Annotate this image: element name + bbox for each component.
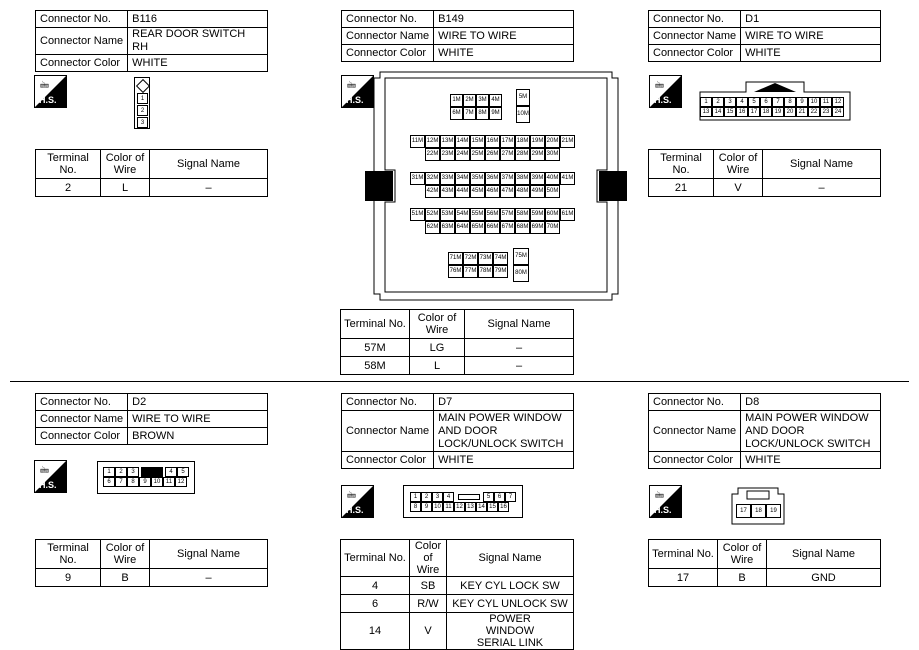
pin-31M: 31M bbox=[410, 172, 425, 185]
pin-10: 10 bbox=[432, 502, 443, 512]
connector-no-value: D7 bbox=[434, 394, 574, 411]
hs-icon bbox=[649, 75, 682, 108]
pin-15: 15 bbox=[487, 502, 498, 512]
pin-34M: 34M bbox=[455, 172, 470, 185]
connector-name-value: REAR DOOR SWITCH RH bbox=[128, 28, 268, 55]
pin-66M: 66M bbox=[485, 221, 500, 234]
pin-5: 5 bbox=[483, 492, 494, 502]
pin-37M: 37M bbox=[500, 172, 515, 185]
hs-icon bbox=[341, 485, 374, 518]
pin-4: 4 bbox=[736, 97, 748, 107]
signal-name: GND bbox=[767, 569, 881, 587]
pin-14: 14 bbox=[476, 502, 487, 512]
pin-47M: 47M bbox=[500, 185, 515, 198]
connector-no-label: Connector No. bbox=[649, 394, 741, 411]
connector-color-label: Connector Color bbox=[342, 452, 434, 469]
pin-22: 22 bbox=[808, 107, 820, 117]
connector-no-value: B149 bbox=[434, 11, 574, 28]
pin-9: 9 bbox=[796, 97, 808, 107]
pin-80M: 80M bbox=[513, 265, 529, 282]
pin-7: 7 bbox=[505, 492, 516, 502]
pin-19: 19 bbox=[766, 504, 781, 518]
wire-color: B bbox=[718, 569, 767, 587]
pin-67M: 67M bbox=[500, 221, 515, 234]
connector-color-label: Connector Color bbox=[649, 45, 741, 62]
pin-8: 8 bbox=[410, 502, 421, 512]
connector-color-value: WHITE bbox=[434, 452, 574, 469]
key-icon bbox=[136, 79, 150, 93]
pin-1: 1 bbox=[103, 467, 115, 477]
pin-22M: 22M bbox=[425, 148, 440, 161]
pin-6: 6 bbox=[103, 477, 115, 487]
pin-69M: 69M bbox=[530, 221, 545, 234]
pin-12: 12 bbox=[454, 502, 465, 512]
wire-color: R/W bbox=[410, 595, 447, 613]
terminal-no: 9 bbox=[36, 569, 101, 587]
hs-label: H.S. bbox=[654, 95, 672, 105]
pin-7: 7 bbox=[772, 97, 784, 107]
signal-name: KEY CYL UNLOCK SW bbox=[447, 595, 574, 613]
pin-62M: 62M bbox=[425, 221, 440, 234]
signal-name-header: Signal Name bbox=[767, 540, 881, 569]
terminal-no-header: Terminal No. bbox=[341, 540, 410, 577]
hs-label: H.S. bbox=[39, 480, 57, 490]
pin-61M: 61M bbox=[560, 208, 575, 221]
pin-6: 6 bbox=[760, 97, 772, 107]
connector-info-b149 bbox=[341, 10, 574, 62]
pin-1: 1 bbox=[410, 492, 421, 502]
connector-color-label: Connector Color bbox=[342, 45, 434, 62]
svg-text:🖮: 🖮 bbox=[347, 81, 357, 91]
pin-1M: 1M bbox=[450, 94, 463, 107]
svg-text:🖮: 🖮 bbox=[655, 491, 665, 501]
pin-49M: 49M bbox=[530, 185, 545, 198]
pin-13: 13 bbox=[700, 107, 712, 117]
key-slot bbox=[458, 494, 480, 500]
pin-8M: 8M bbox=[476, 107, 489, 120]
terminal-no-header: Terminal No. bbox=[341, 310, 410, 339]
pin-24M: 24M bbox=[455, 148, 470, 161]
signal-name: KEY CYL LOCK SW bbox=[447, 577, 574, 595]
pin-21M: 21M bbox=[560, 135, 575, 148]
signal-name: – bbox=[465, 339, 574, 357]
pin-25M: 25M bbox=[470, 148, 485, 161]
pin-29M: 29M bbox=[530, 148, 545, 161]
connector-name-label: Connector Name bbox=[649, 411, 741, 452]
pin-18M: 18M bbox=[515, 135, 530, 148]
pin-38M: 38M bbox=[515, 172, 530, 185]
pin-17: 17 bbox=[748, 107, 760, 117]
pin-41M: 41M bbox=[560, 172, 575, 185]
pin-11: 11 bbox=[820, 97, 832, 107]
pin-12M: 12M bbox=[425, 135, 440, 148]
hs-icon bbox=[34, 460, 67, 493]
signal-name-header: Signal Name bbox=[150, 150, 268, 179]
pin-45M: 45M bbox=[470, 185, 485, 198]
pin-16: 16 bbox=[498, 502, 509, 512]
pin-5M: 5M bbox=[516, 89, 530, 106]
wire-color-header: Color of Wire bbox=[410, 540, 447, 577]
connector-color-value: BROWN bbox=[128, 428, 268, 445]
connector-name-label: Connector Name bbox=[342, 28, 434, 45]
terminal-table-b116 bbox=[35, 149, 268, 197]
connector-no-label: Connector No. bbox=[36, 11, 128, 28]
svg-text:🖮: 🖮 bbox=[655, 81, 665, 91]
connector-color-label: Connector Color bbox=[36, 55, 128, 72]
hs-label: H.S. bbox=[346, 505, 364, 515]
terminal-no: 17 bbox=[649, 569, 718, 587]
signal-name: – bbox=[465, 357, 574, 375]
pin-17M: 17M bbox=[500, 135, 515, 148]
connector-name-value: MAIN POWER WINDOW AND DOOR LOCK/UNLOCK SWITCH bbox=[741, 411, 881, 452]
pin-11: 11 bbox=[163, 477, 175, 487]
signal-name-header: Signal Name bbox=[763, 150, 881, 179]
connector-no-label: Connector No. bbox=[342, 11, 434, 28]
terminal-no: 58M bbox=[341, 357, 410, 375]
connector-name-value: WIRE TO WIRE bbox=[434, 28, 574, 45]
pin-9: 9 bbox=[421, 502, 432, 512]
pin-76M: 76M bbox=[448, 265, 463, 278]
connector-name-value: WIRE TO WIRE bbox=[741, 28, 881, 45]
svg-text:🖮: 🖮 bbox=[40, 81, 50, 91]
pin-15M: 15M bbox=[470, 135, 485, 148]
pin-65M: 65M bbox=[470, 221, 485, 234]
pin-2: 2 bbox=[137, 105, 148, 116]
signal-name: – bbox=[763, 179, 881, 197]
pin-40M: 40M bbox=[545, 172, 560, 185]
pin-3M: 3M bbox=[476, 94, 489, 107]
pin-56M: 56M bbox=[485, 208, 500, 221]
wire-color-header: Color of Wire bbox=[410, 310, 465, 339]
pin-23M: 23M bbox=[440, 148, 455, 161]
terminal-no-header: Terminal No. bbox=[36, 150, 101, 179]
hs-label: H.S. bbox=[654, 505, 672, 515]
pin-4: 4 bbox=[165, 467, 177, 477]
pin-23: 23 bbox=[820, 107, 832, 117]
key-block bbox=[141, 467, 163, 477]
pin-74M: 74M bbox=[493, 252, 508, 265]
signal-name: – bbox=[150, 179, 268, 197]
wire-color: SB bbox=[410, 577, 447, 595]
terminal-no: 6 bbox=[341, 595, 410, 613]
connector-name-value: WIRE TO WIRE bbox=[128, 411, 268, 428]
pin-15: 15 bbox=[724, 107, 736, 117]
pin-30M: 30M bbox=[545, 148, 560, 161]
pin-54M: 54M bbox=[455, 208, 470, 221]
pin-1: 1 bbox=[137, 93, 148, 104]
pin-27M: 27M bbox=[500, 148, 515, 161]
pin-64M: 64M bbox=[455, 221, 470, 234]
pin-63M: 63M bbox=[440, 221, 455, 234]
hs-label: H.S. bbox=[346, 95, 364, 105]
pin-2: 2 bbox=[421, 492, 432, 502]
terminal-no: 57M bbox=[341, 339, 410, 357]
pin-10M: 10M bbox=[516, 106, 530, 123]
connector-face-b116 bbox=[134, 77, 150, 129]
pin-6: 6 bbox=[494, 492, 505, 502]
svg-text:🖮: 🖮 bbox=[347, 491, 357, 501]
connector-no-label: Connector No. bbox=[649, 11, 741, 28]
connector-color-label: Connector Color bbox=[649, 452, 741, 469]
pin-75M: 75M bbox=[513, 248, 529, 265]
pin-13: 13 bbox=[465, 502, 476, 512]
terminal-table-b149 bbox=[340, 309, 574, 375]
pin-7M: 7M bbox=[463, 107, 476, 120]
pin-58M: 58M bbox=[515, 208, 530, 221]
connector-color-value: WHITE bbox=[434, 45, 574, 62]
pin-3: 3 bbox=[724, 97, 736, 107]
pin-24: 24 bbox=[832, 107, 844, 117]
pin-79M: 79M bbox=[493, 265, 508, 278]
pin-20: 20 bbox=[784, 107, 796, 117]
pin-8: 8 bbox=[784, 97, 796, 107]
hs-icon bbox=[34, 75, 67, 108]
pin-32M: 32M bbox=[425, 172, 440, 185]
pin-33M: 33M bbox=[440, 172, 455, 185]
terminal-no-header: Terminal No. bbox=[649, 150, 714, 179]
pin-36M: 36M bbox=[485, 172, 500, 185]
terminal-table-d7 bbox=[340, 539, 574, 650]
connector-color-value: WHITE bbox=[128, 55, 268, 72]
pin-10: 10 bbox=[808, 97, 820, 107]
pin-10: 10 bbox=[151, 477, 163, 487]
pin-6M: 6M bbox=[450, 107, 463, 120]
wire-color: V bbox=[410, 613, 447, 650]
terminal-table-d1 bbox=[648, 149, 881, 197]
wire-color: V bbox=[714, 179, 763, 197]
pin-11: 11 bbox=[443, 502, 454, 512]
pin-48M: 48M bbox=[515, 185, 530, 198]
pin-18: 18 bbox=[760, 107, 772, 117]
pin-44M: 44M bbox=[455, 185, 470, 198]
connector-color-value: WHITE bbox=[741, 45, 881, 62]
connector-info-d1 bbox=[648, 10, 881, 62]
pin-3: 3 bbox=[137, 117, 148, 128]
pin-12: 12 bbox=[175, 477, 187, 487]
wire-color: L bbox=[410, 357, 465, 375]
pin-4M: 4M bbox=[489, 94, 502, 107]
pin-19: 19 bbox=[772, 107, 784, 117]
hs-icon bbox=[649, 485, 682, 518]
wire-color-header: Color of Wire bbox=[718, 540, 767, 569]
pin-59M: 59M bbox=[530, 208, 545, 221]
pin-16: 16 bbox=[736, 107, 748, 117]
terminal-no: 2 bbox=[36, 179, 101, 197]
wire-color-header: Color of Wire bbox=[714, 150, 763, 179]
connector-info-d2 bbox=[35, 393, 268, 445]
pin-16M: 16M bbox=[485, 135, 500, 148]
pin-2: 2 bbox=[115, 467, 127, 477]
terminal-no: 4 bbox=[341, 577, 410, 595]
connector-name-label: Connector Name bbox=[36, 411, 128, 428]
pin-55M: 55M bbox=[470, 208, 485, 221]
wire-color: B bbox=[101, 569, 150, 587]
pin-52M: 52M bbox=[425, 208, 440, 221]
signal-name: POWER WINDOW SERIAL LINK bbox=[447, 613, 574, 650]
pin-71M: 71M bbox=[448, 252, 463, 265]
connector-info-d8 bbox=[648, 393, 881, 469]
wire-color-header: Color of Wire bbox=[101, 540, 150, 569]
pin-20M: 20M bbox=[545, 135, 560, 148]
pin-70M: 70M bbox=[545, 221, 560, 234]
pin-28M: 28M bbox=[515, 148, 530, 161]
pin-2M: 2M bbox=[463, 94, 476, 107]
pin-5: 5 bbox=[748, 97, 760, 107]
pin-11M: 11M bbox=[410, 135, 425, 148]
connector-no-label: Connector No. bbox=[342, 394, 434, 411]
pin-18: 18 bbox=[751, 504, 766, 518]
connector-info-b116 bbox=[35, 10, 268, 72]
pin-14M: 14M bbox=[455, 135, 470, 148]
pin-17: 17 bbox=[736, 504, 751, 518]
wire-color: LG bbox=[410, 339, 465, 357]
pin-19M: 19M bbox=[530, 135, 545, 148]
pin-73M: 73M bbox=[478, 252, 493, 265]
terminal-table-d8 bbox=[648, 539, 881, 587]
pin-9: 9 bbox=[139, 477, 151, 487]
pin-12: 12 bbox=[832, 97, 844, 107]
pin-51M: 51M bbox=[410, 208, 425, 221]
pin-78M: 78M bbox=[478, 265, 493, 278]
connector-no-value: D1 bbox=[741, 11, 881, 28]
pin-53M: 53M bbox=[440, 208, 455, 221]
signal-name: – bbox=[150, 569, 268, 587]
pin-1: 1 bbox=[700, 97, 712, 107]
pin-72M: 72M bbox=[463, 252, 478, 265]
terminal-no-header: Terminal No. bbox=[36, 540, 101, 569]
connector-name-label: Connector Name bbox=[649, 28, 741, 45]
pin-5: 5 bbox=[177, 467, 189, 477]
pin-46M: 46M bbox=[485, 185, 500, 198]
connector-name-value: MAIN POWER WINDOW AND DOOR LOCK/UNLOCK SWITCH bbox=[434, 411, 574, 452]
pin-68M: 68M bbox=[515, 221, 530, 234]
pin-3: 3 bbox=[127, 467, 139, 477]
pin-26M: 26M bbox=[485, 148, 500, 161]
connector-name-label: Connector Name bbox=[36, 28, 128, 55]
section-divider bbox=[10, 381, 909, 382]
pin-21: 21 bbox=[796, 107, 808, 117]
pin-8: 8 bbox=[127, 477, 139, 487]
hs-label: H.S. bbox=[39, 95, 57, 105]
pin-9M: 9M bbox=[489, 107, 502, 120]
connector-color-value: WHITE bbox=[741, 452, 881, 469]
terminal-table-d2 bbox=[35, 539, 268, 587]
connector-name-label: Connector Name bbox=[342, 411, 434, 452]
connector-info-d7 bbox=[341, 393, 574, 469]
pin-35M: 35M bbox=[470, 172, 485, 185]
wire-color: L bbox=[101, 179, 150, 197]
pin-50M: 50M bbox=[545, 185, 560, 198]
wire-color-header: Color of Wire bbox=[101, 150, 150, 179]
pin-4: 4 bbox=[443, 492, 454, 502]
pin-13M: 13M bbox=[440, 135, 455, 148]
pin-42M: 42M bbox=[425, 185, 440, 198]
svg-text:🖮: 🖮 bbox=[40, 466, 50, 476]
pin-3: 3 bbox=[432, 492, 443, 502]
terminal-no: 21 bbox=[649, 179, 714, 197]
connector-no-label: Connector No. bbox=[36, 394, 128, 411]
connector-no-value: D2 bbox=[128, 394, 268, 411]
pin-57M: 57M bbox=[500, 208, 515, 221]
connector-no-value: B116 bbox=[128, 11, 268, 28]
pin-60M: 60M bbox=[545, 208, 560, 221]
connector-no-value: D8 bbox=[741, 394, 881, 411]
pin-2: 2 bbox=[712, 97, 724, 107]
pin-43M: 43M bbox=[440, 185, 455, 198]
signal-name-header: Signal Name bbox=[465, 310, 574, 339]
pin-14: 14 bbox=[712, 107, 724, 117]
signal-name-header: Signal Name bbox=[150, 540, 268, 569]
pin-7: 7 bbox=[115, 477, 127, 487]
terminal-no: 14 bbox=[341, 613, 410, 650]
pin-39M: 39M bbox=[530, 172, 545, 185]
signal-name-header: Signal Name bbox=[447, 540, 574, 577]
pin-77M: 77M bbox=[463, 265, 478, 278]
terminal-no-header: Terminal No. bbox=[649, 540, 718, 569]
connector-color-label: Connector Color bbox=[36, 428, 128, 445]
